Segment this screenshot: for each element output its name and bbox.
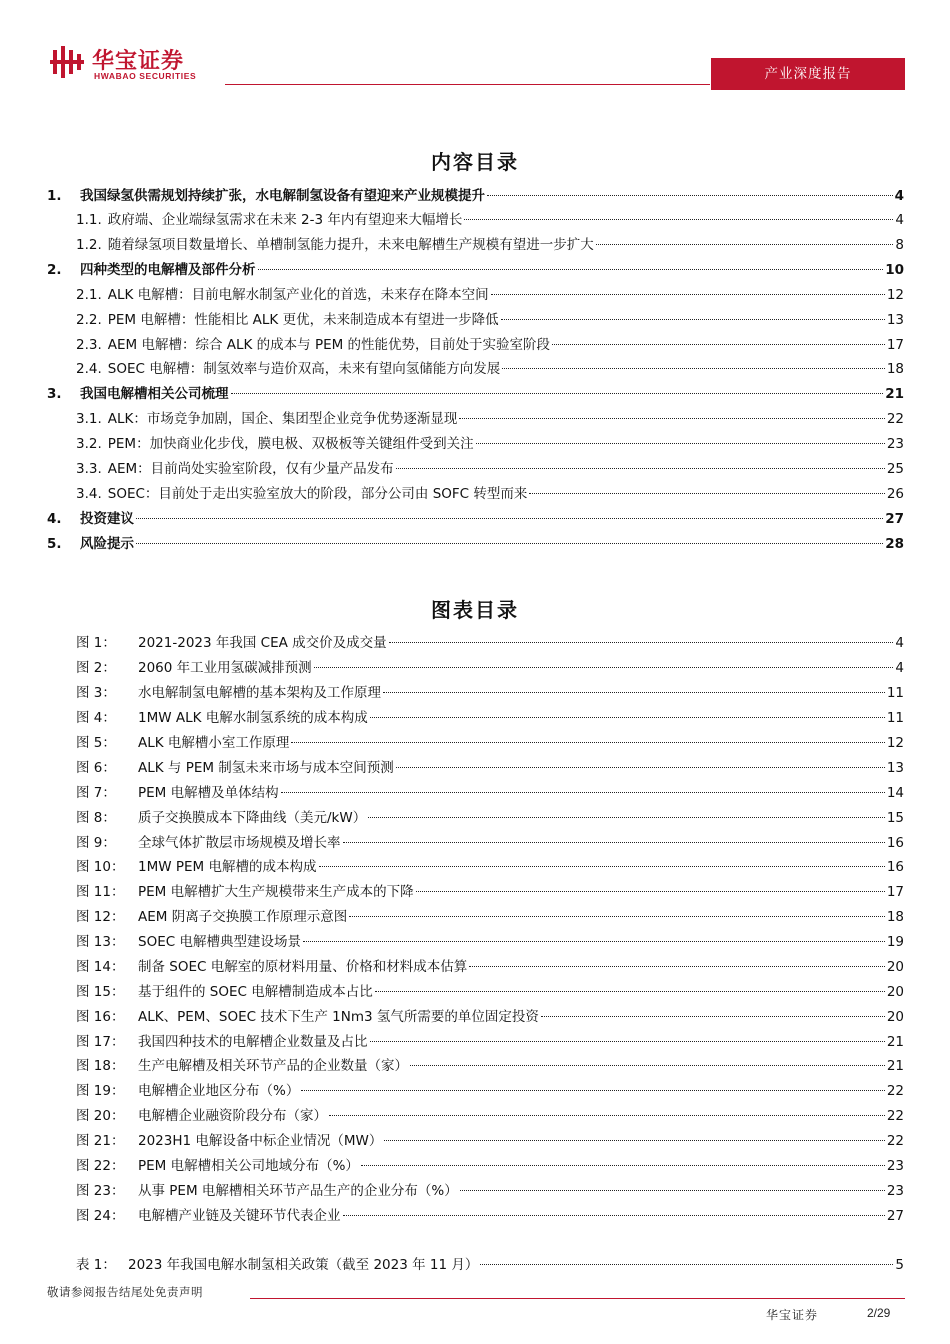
toc-entry-number: 3.	[47, 386, 62, 402]
figure-page: 11	[886, 685, 904, 701]
figure-label: 质子交换膜成本下降曲线（美元/kW）	[138, 810, 367, 826]
dot-leader	[291, 742, 884, 743]
figure-label: 我国四种技术的电解槽企业数量及占比	[138, 1034, 368, 1050]
dot-leader	[370, 1041, 885, 1042]
figure-number: 图 16：	[76, 1009, 125, 1025]
toc-entry-number: 3.4.	[76, 486, 102, 502]
figure-entry[interactable]	[76, 980, 904, 1004]
toc-entry[interactable]	[47, 184, 904, 208]
figure-number: 图 15：	[76, 984, 125, 1000]
toc-entry-label: 四种类型的电解槽及部件分析	[80, 262, 256, 278]
toc-entry-number: 2.3.	[76, 337, 102, 353]
toc-entry-label: 随着绿氢项目数量增长、单槽制氢能力提升，未来电解槽生产规模有望进一步扩大	[107, 237, 594, 253]
dot-leader	[416, 891, 885, 892]
toc-entry[interactable]	[76, 208, 904, 232]
figure-number: 图 22：	[76, 1158, 125, 1174]
figure-page: 22	[886, 1133, 904, 1149]
figure-page: 21	[886, 1058, 904, 1074]
figure-number: 图 1：	[76, 635, 116, 651]
dot-leader	[396, 767, 885, 768]
toc-entry-page: 13	[886, 312, 904, 328]
figure-number: 图 10：	[76, 859, 125, 875]
figure-entry[interactable]	[76, 1005, 904, 1029]
figure-label: 电解槽企业地区分布（%）	[138, 1083, 300, 1099]
figure-number: 图 11：	[76, 884, 125, 900]
logo-chinese-name: 华宝证券	[92, 49, 185, 74]
dot-leader	[368, 817, 885, 818]
toc-entry-page: 25	[886, 461, 904, 477]
figure-entry[interactable]	[76, 955, 904, 979]
toc-entry[interactable]	[76, 407, 904, 431]
figure-page: 22	[886, 1108, 904, 1124]
figure-page: 23	[886, 1158, 904, 1174]
figure-label: 1MW ALK 电解水制氢系统的成本构成	[138, 710, 368, 726]
figure-label: AEM 阴离子交换膜工作原理示意图	[138, 909, 348, 925]
report-type-badge: 产业深度报告	[711, 58, 905, 90]
dot-leader	[541, 1016, 885, 1017]
table-number: 表 1：	[76, 1257, 116, 1273]
toc-entry-page: 21	[885, 386, 904, 402]
toc-entry[interactable]	[76, 233, 904, 257]
figure-number: 图 17：	[76, 1034, 125, 1050]
figure-entry[interactable]	[76, 1179, 904, 1203]
figure-entry[interactable]	[76, 706, 904, 730]
toc-entry[interactable]	[47, 507, 904, 531]
figure-entry[interactable]	[76, 806, 904, 830]
toc-entry-label: 投资建议	[80, 511, 134, 527]
toc-entry-number: 1.1.	[76, 212, 102, 228]
figure-entry[interactable]	[76, 831, 904, 855]
toc-entry-page: 8	[895, 237, 904, 253]
dot-leader	[349, 916, 885, 917]
toc-entry[interactable]	[76, 457, 904, 481]
dot-leader	[396, 468, 885, 469]
figure-label: PEM 电解槽相关公司地域分布（%）	[138, 1158, 359, 1174]
toc-entry-number: 5.	[47, 536, 62, 552]
figure-number: 图 12：	[76, 909, 125, 925]
toc-entry-page: 4	[895, 212, 904, 228]
figure-number: 图 5：	[76, 735, 116, 751]
figure-page: 4	[895, 635, 904, 651]
dot-leader	[410, 1065, 885, 1066]
figure-label: 生产电解槽及相关环节产品的企业数量（家）	[138, 1058, 408, 1074]
dot-leader	[329, 1115, 885, 1116]
toc-entry-label: SOEC：目前处于走出实验室放大的阶段，部分公司由 SOFC 转型而来	[107, 486, 528, 502]
dot-leader	[383, 692, 885, 693]
toc-entry-number: 3.3.	[76, 461, 102, 477]
figure-page: 4	[895, 660, 904, 676]
toc-entry-page: 17	[886, 337, 904, 353]
dot-leader	[136, 543, 883, 544]
dot-leader	[301, 1090, 884, 1091]
toc-entry[interactable]	[47, 532, 904, 556]
dot-leader	[343, 842, 885, 843]
toc-entry-label: PEM：加快商业化步伐，膜电极、双极板等关键组件受到关注	[107, 436, 474, 452]
figure-number: 图 24：	[76, 1208, 125, 1224]
toc-entry[interactable]	[47, 382, 904, 406]
toc-entry-number: 2.	[47, 262, 62, 278]
figure-page: 16	[886, 835, 904, 851]
figure-page: 21	[886, 1034, 904, 1050]
toc-entry[interactable]	[47, 258, 904, 282]
dot-leader	[487, 195, 893, 196]
figure-number: 图 6：	[76, 760, 116, 776]
figure-page: 17	[886, 884, 904, 900]
toc-entry-page: 18	[886, 361, 904, 377]
dot-leader	[476, 443, 885, 444]
toc-entry-page: 26	[886, 486, 904, 502]
toc-entry[interactable]	[76, 308, 904, 332]
figure-number: 图 4：	[76, 710, 116, 726]
figure-label: 2060 年工业用氢碳减排预测	[138, 660, 312, 676]
toc-entry-page: 27	[885, 511, 904, 527]
toc-entry-number: 1.	[47, 188, 62, 204]
figure-number: 图 19：	[76, 1083, 125, 1099]
figure-number: 图 14：	[76, 959, 125, 975]
figure-entry[interactable]	[76, 1204, 904, 1228]
table-label: 2023 年我国电解水制氢相关政策（截至 2023 年 11 月）	[128, 1257, 479, 1273]
dot-leader	[459, 418, 884, 419]
figure-entry[interactable]	[76, 631, 904, 655]
dot-leader	[303, 941, 885, 942]
toc-entry-number: 1.2.	[76, 237, 102, 253]
dot-leader	[375, 991, 885, 992]
dot-leader	[596, 244, 894, 245]
toc-entry-page: 4	[894, 188, 904, 204]
disclaimer-note: 敬请参阅报告结尾处免责声明	[47, 1285, 203, 1299]
toc-entry-label: 我国绿氢供需规划持续扩张，水电解制氢设备有望迎来产业规模提升	[80, 188, 485, 204]
logo-english-name: HWABAO SECURITIES	[94, 71, 197, 81]
figure-entry[interactable]	[76, 1104, 904, 1128]
figure-entry[interactable]	[76, 1030, 904, 1054]
figure-entry[interactable]	[76, 656, 904, 680]
figure-label: PEM 电解槽扩大生产规模带来生产成本的下降	[138, 884, 414, 900]
figure-page: 16	[886, 859, 904, 875]
table-entry[interactable]	[76, 1253, 904, 1277]
figure-page: 12	[886, 735, 904, 751]
dot-leader	[389, 642, 894, 643]
dot-leader	[464, 219, 893, 220]
toc-entry[interactable]	[76, 283, 904, 307]
figure-page: 20	[886, 1009, 904, 1025]
figure-number: 图 8：	[76, 810, 116, 826]
figure-number: 图 18：	[76, 1058, 125, 1074]
dot-leader	[460, 1190, 885, 1191]
figure-label: 基于组件的 SOEC 电解槽制造成本占比	[138, 984, 373, 1000]
toc-entry-number: 3.1.	[76, 411, 102, 427]
dot-leader	[258, 269, 884, 270]
figure-entry[interactable]	[76, 1154, 904, 1178]
figure-label: 制备 SOEC 电解室的原材料用量、价格和材料成本估算	[138, 959, 468, 975]
figure-page: 14	[886, 785, 904, 801]
toc-entry-label: ALK：市场竞争加剧，国企、集团型企业竞争优势逐渐显现	[107, 411, 458, 427]
figure-entry[interactable]	[76, 1054, 904, 1078]
figure-entry[interactable]	[76, 731, 904, 755]
figure-label: ALK 与 PEM 制氢未来市场与成本空间预测	[138, 760, 394, 776]
figure-number: 图 21：	[76, 1133, 125, 1149]
dot-leader	[370, 717, 885, 718]
figure-label: 电解槽企业融资阶段分布（家）	[138, 1108, 327, 1124]
figure-label: 2021-2023 年我国 CEA 成交价及成交量	[138, 635, 387, 651]
toc-entry-label: 政府端、企业端绿氢需求在未来 2-3 年内有望迎来大幅增长	[107, 212, 463, 228]
toc-entry-label: 我国电解槽相关公司梳理	[80, 386, 229, 402]
toc-entry[interactable]	[76, 432, 904, 456]
figure-page: 13	[886, 760, 904, 776]
table-page: 5	[895, 1257, 904, 1273]
figure-page: 11	[886, 710, 904, 726]
toc-entry-number: 2.1.	[76, 287, 102, 303]
figure-entry[interactable]	[76, 880, 904, 904]
figure-entry[interactable]	[76, 930, 904, 954]
figure-number: 图 23：	[76, 1183, 125, 1199]
figure-label: ALK 电解槽小室工作原理	[138, 735, 290, 751]
header-divider	[225, 84, 710, 85]
toc-entry-label: ALK 电解槽：目前电解水制氢产业化的首选，未来存在降本空间	[107, 287, 489, 303]
toc-entry-number: 3.2.	[76, 436, 102, 452]
page-number: 2/29	[867, 1306, 891, 1320]
figure-label: PEM 电解槽及单体结构	[138, 785, 279, 801]
dot-leader	[491, 294, 885, 295]
dot-leader	[502, 368, 885, 369]
footer-brand: 华宝证券	[766, 1308, 819, 1322]
toc-entry[interactable]	[76, 333, 904, 357]
figure-page: 20	[886, 984, 904, 1000]
dot-leader	[319, 866, 885, 867]
dot-leader	[552, 344, 885, 345]
toc-entry-label: AEM 电解槽：综合 ALK 的成本与 PEM 的性能优势，目前处于实验室阶段	[107, 337, 551, 353]
figure-page: 23	[886, 1183, 904, 1199]
toc-entry-page: 23	[886, 436, 904, 452]
figure-page: 19	[886, 934, 904, 950]
dot-leader	[529, 493, 884, 494]
dot-leader	[384, 1140, 884, 1141]
figure-page: 18	[886, 909, 904, 925]
toc-entry-number: 2.4.	[76, 361, 102, 377]
figure-number: 图 7：	[76, 785, 116, 801]
toc-entry-label: 风险提示	[80, 536, 134, 552]
figure-entry[interactable]	[76, 756, 904, 780]
figure-label: 全球气体扩散层市场规模及增长率	[138, 835, 341, 851]
figure-label: 1MW PEM 电解槽的成本构成	[138, 859, 317, 875]
figure-label: 从事 PEM 电解槽相关环节产品生产的企业分布（%）	[138, 1183, 458, 1199]
dot-leader	[231, 393, 884, 394]
toc-entry-page: 28	[885, 536, 904, 552]
dot-leader	[501, 319, 885, 320]
figure-page: 22	[886, 1083, 904, 1099]
figure-label: 水电解制氢电解槽的基本架构及工作原理	[138, 685, 381, 701]
figure-number: 图 13：	[76, 934, 125, 950]
dot-leader	[136, 518, 883, 519]
dot-leader	[343, 1215, 885, 1216]
company-logo	[50, 44, 220, 84]
figure-entry[interactable]	[76, 905, 904, 929]
figure-entry[interactable]	[76, 1079, 904, 1103]
toc-entry[interactable]	[76, 482, 904, 506]
toc-entry-number: 4.	[47, 511, 62, 527]
dot-leader	[361, 1165, 885, 1166]
toc-title: 内容目录	[431, 150, 519, 174]
hwabao-logo-icon	[50, 46, 86, 78]
figure-entry[interactable]	[76, 855, 904, 879]
dot-leader	[281, 792, 885, 793]
toc-entry-label: SOEC 电解槽：制氢效率与造价双高，未来有望向氢储能方向发展	[107, 361, 501, 377]
figure-label: ALK、PEM、SOEC 技术下生产 1Nm3 氢气所需要的单位固定投资	[138, 1009, 539, 1025]
figure-number: 图 2：	[76, 660, 116, 676]
figures-title: 图表目录	[431, 598, 519, 622]
figure-entry[interactable]	[76, 781, 904, 805]
figure-number: 图 3：	[76, 685, 116, 701]
toc-entry[interactable]	[76, 357, 904, 381]
figure-label: SOEC 电解槽典型建设场景	[138, 934, 301, 950]
figure-label: 2023H1 电解设备中标企业情况（MW）	[138, 1133, 383, 1149]
dot-leader	[314, 667, 894, 668]
figure-label: 电解槽产业链及关键环节代表企业	[138, 1208, 341, 1224]
footer-divider	[250, 1298, 905, 1299]
figure-number: 图 9：	[76, 835, 116, 851]
figure-page: 15	[886, 810, 904, 826]
toc-entry-page: 22	[886, 411, 904, 427]
toc-entry-page: 10	[885, 262, 904, 278]
toc-entry-label: PEM 电解槽：性能相比 ALK 更优，未来制造成本有望进一步降低	[107, 312, 499, 328]
toc-entry-page: 12	[886, 287, 904, 303]
figure-page: 27	[886, 1208, 904, 1224]
dot-leader	[469, 966, 885, 967]
toc-entry-label: AEM：目前尚处实验室阶段，仅有少量产品发布	[107, 461, 394, 477]
figure-page: 20	[886, 959, 904, 975]
toc-entry-number: 2.2.	[76, 312, 102, 328]
figure-entry[interactable]	[76, 681, 904, 705]
figure-number: 图 20：	[76, 1108, 125, 1124]
dot-leader	[480, 1264, 893, 1265]
figure-entry[interactable]	[76, 1129, 904, 1153]
